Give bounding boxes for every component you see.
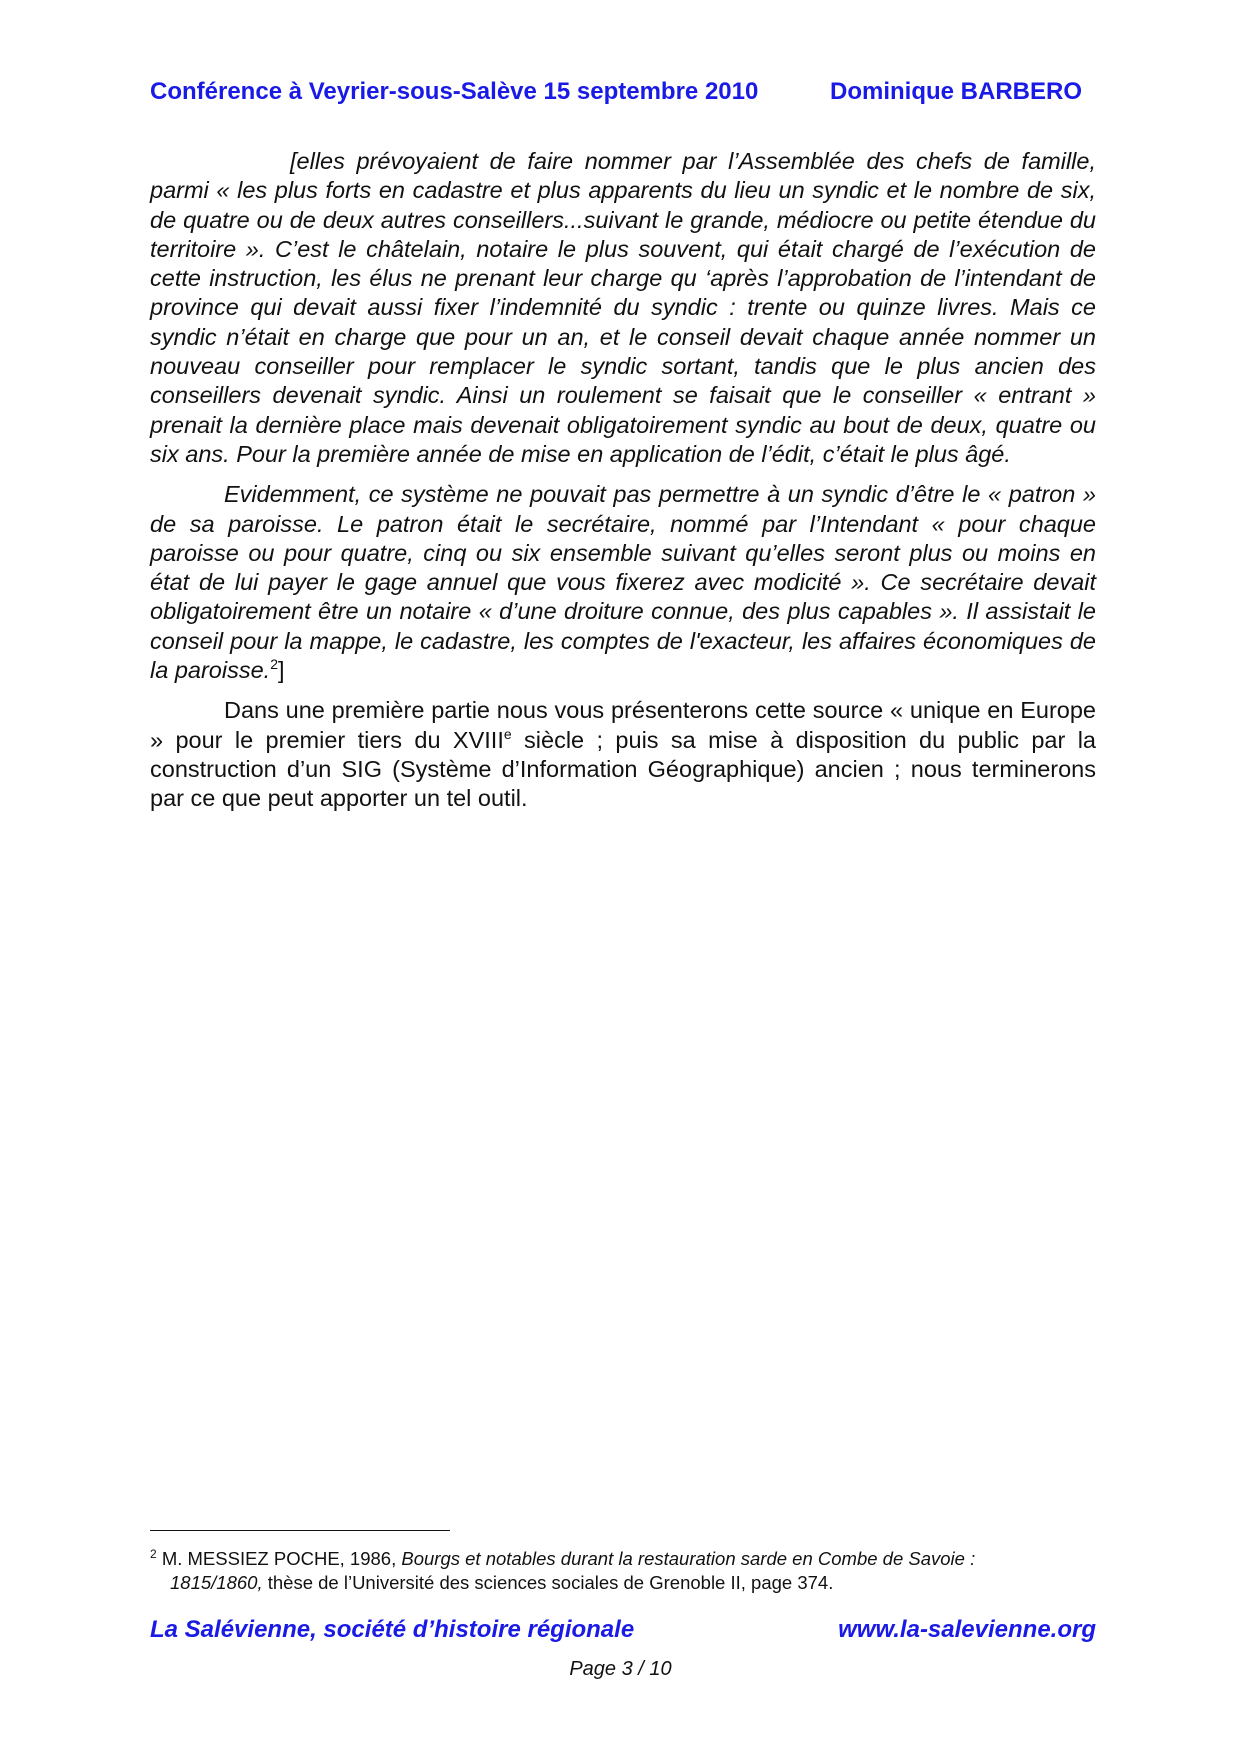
footnote-2 bbox=[150, 1547, 1096, 1595]
footnote-rest: thèse de l’Université des sciences sociales de Grenoble II, page 374. bbox=[262, 1572, 834, 1593]
footnote-title-part2: 1815/1860, bbox=[170, 1572, 263, 1593]
century-superscript: e bbox=[503, 725, 512, 742]
paragraph-3-text-a: Dans une première partie nous vous présenterons cette source « unique en Europe » pour le premier tiers du XVIII bbox=[150, 697, 1096, 753]
paragraph-2-text: Evidemment, ce système ne pouvait pas permettre à un syndic d’être le « patron » de sa paroisse. Le patron était le secrétaire, nommé par l’Intendant « pour chaque paroisse ou pour quatre, cinq ou six ensemble suivant qu’elles seront plus ou moins en état de lui payer le gage annuel que vous fixerez avec modicité ». Ce secrétaire devait obligatoirement être un notaire « d’une droiture connue, des plus capables ». Il assistait le conseil pour la mappe, le cadastre, les comptes de l'exacteur, les affaires économiques de la paroisse. bbox=[150, 481, 1096, 684]
footer-society-name: La Salévienne, société d’histoire régionale bbox=[150, 1616, 635, 1643]
footnote-separator bbox=[150, 1530, 450, 1531]
footnote-reference-2: 2 bbox=[270, 656, 278, 673]
paragraph-1-text: [elles prévoyaient de faire nommer par l’Assemblée des chefs de famille, parmi « les plus forts en cadastre et plus apparents du lieu un syndic et le nombre de six, de quatre ou de deux autres conseillers...suivant le grande, médiocre ou petite étendue du territoire ». C’est le châtelain, notaire le plus souvent, qui était chargé de l’exécution de cette instruction, les élus ne prenant leur charge qu ‘après l’approbation de l’intendant de province qui devait aussi fixer l’indemnité du syndic : trente ou quinze livres. Mais ce syndic n’était en charge que pour un an, et le conseil devait chaque année nommer un nouveau conseiller pour remplacer le syndic sortant, tandis que le plus ancien des conseillers devenait syndic. Ainsi un roulement se faisait que le conseiller « entrant » prenait la dernière place mais devenait obligatoirement syndic au bout de deux, quatre ou six ans. Pour la première année de mise en application de l’édit, c’était le plus âgé. bbox=[150, 148, 1096, 467]
body-paragraph-2 bbox=[150, 480, 1096, 685]
footnote-title-part1: Bourgs et notables durant la restauration sarde en Combe de Savoie : bbox=[401, 1548, 976, 1569]
footnote-number: 2 bbox=[150, 1546, 157, 1561]
closing-bracket: ] bbox=[277, 657, 285, 684]
page-number: Page 3 / 10 bbox=[569, 1658, 672, 1680]
header-conference-title: Conférence à Veyrier-sous-Salève 15 septembre 2010 bbox=[150, 78, 759, 105]
footnote-author: M. MESSIEZ POCHE, 1986, bbox=[156, 1548, 402, 1569]
document-body bbox=[150, 147, 1096, 825]
footer-website-link[interactable]: www.la-salevienne.org bbox=[838, 1616, 1096, 1643]
body-paragraph-3 bbox=[150, 696, 1096, 813]
body-paragraph-1 bbox=[150, 147, 1096, 469]
header-author: Dominique BARBERO bbox=[830, 78, 1082, 105]
paragraph-3-text-b: siècle ; puis sa mise à disposition du public par la construction d’un SIG (Système d’Information Géographique) ancien ; nous terminerons par ce que peut apporter un tel outil. bbox=[150, 726, 1096, 812]
